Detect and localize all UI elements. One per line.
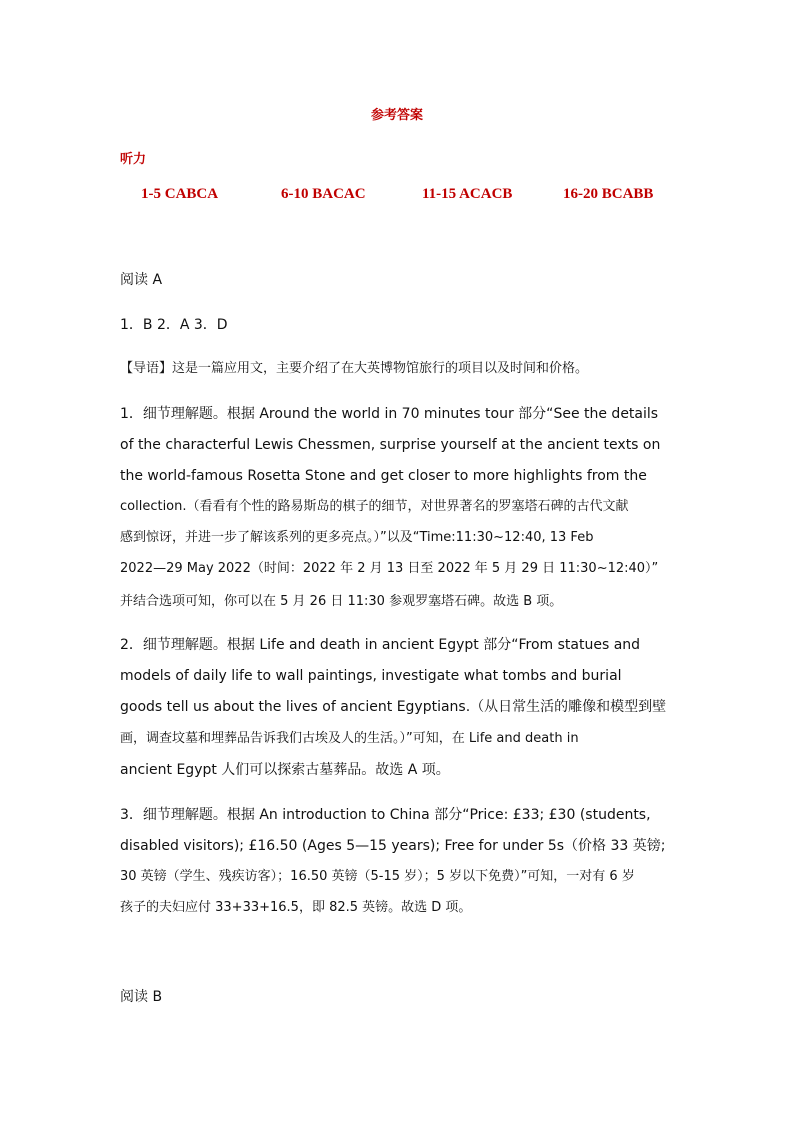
q2-line: 画，调查坟墓和埋葬品告诉我们古埃及人的生活。）”可知，在 Life and death in [120,731,579,746]
q1-line: 1．细节理解题。根据 Around the world in 70 minutes tour 部分“See the details [120,406,659,422]
q2-line: goods tell us about the lives of ancient Egyptians.（从日常生活的雕像和模型到壁 [120,699,667,715]
q1-line: collection.（看看有个性的路易斯岛的棋子的细节，对世界著名的罗塞塔石碑的古代文献 [120,499,629,514]
q3-line: disabled visitors); £16.50 (Ages 5—15 years); Free for under 5s（价格 33 英镑; [120,838,666,854]
q3-line: 3．细节理解题。根据 An introduction to China 部分“Price: £33; £30 (students, [120,807,651,823]
q1-line: 2022—29 May 2022（时间：2022 年 2 月 13 日至 2022 年 5 月 29 日 11:30~12:40）” [120,561,659,576]
reading-a-answers: 1．B 2．A 3．D [120,317,228,333]
listening-answers-1-5: 1-5 CABCA [141,186,219,202]
q1-line: 并结合选项可知，你可以在 5 月 26 日 11:30 参观罗塞塔石碑。故选 B 项。 [120,594,563,609]
reading-a-intro: 【导语】这是一篇应用文，主要介绍了在大英博物馆旅行的项目以及时间和价格。 [120,361,589,376]
q3-line: 30 英镑（学生、残疾访客）；16.50 英镑（5-15 岁）；5 岁以下免费）”可知，一对有 6 岁 [120,869,635,884]
q2-line: models of daily life to wall paintings, investigate what tombs and burial [120,668,622,684]
listening-answers-6-10: 6-10 BACAC [281,186,366,202]
q2-line: 2．细节理解题。根据 Life and death in ancient Egypt 部分“From statues and [120,637,641,653]
reading-a-heading: 阅读 A [120,272,163,288]
q1-line: of the characterful Lewis Chessmen, surprise yourself at the ancient texts on [120,437,661,453]
listening-answers-16-20: 16-20 BCABB [563,186,654,202]
page-title: 参考答案 [370,108,423,123]
q2-line: ancient Egypt 人们可以探索古墓葬品。故选 A 项。 [120,762,450,778]
q3-line: 孩子的夫妇应付 33+33+16.5，即 82.5 英镑。故选 D 项。 [120,900,472,915]
q1-line: the world-famous Rosetta Stone and get closer to more highlights from the [120,468,647,484]
reading-b-heading: 阅读 B [120,989,163,1005]
q1-line: 感到惊讶，并进一步了解该系列的更多亮点。）”以及“Time:11:30~12:40, 13 Feb [120,530,594,545]
listening-answers-11-15: 11-15 ACACB [422,186,513,202]
listening-heading: 听力 [120,152,147,167]
